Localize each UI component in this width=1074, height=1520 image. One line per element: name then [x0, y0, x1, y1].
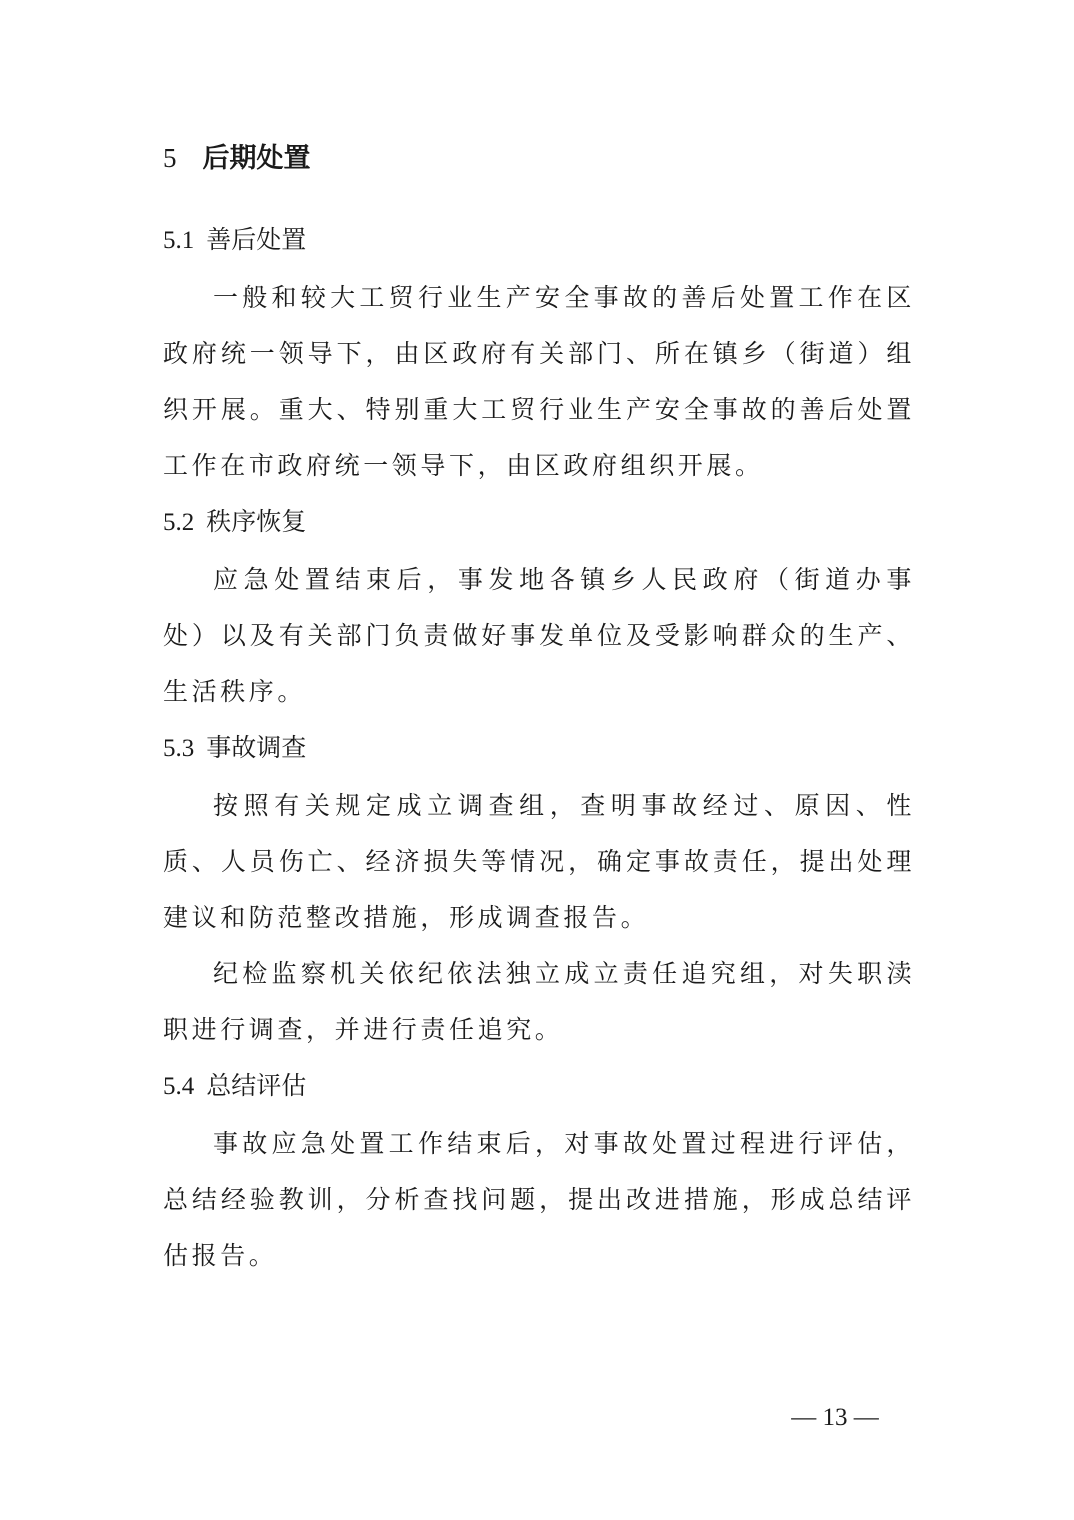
- paragraph-evaluation: 事故应急处置工作结束后，对事故处置过程进行评估，总结经验教训，分析查找问题，提出改进措施，形成总结评估报告。: [163, 1129, 915, 1270]
- subsection-number: 5.3: [163, 735, 195, 762]
- subsection-number: 5.1: [163, 227, 195, 254]
- subsection-title: 总结评估: [206, 1071, 307, 1100]
- section-heading: [163, 136, 311, 181]
- paragraph-aftermath: 一般和较大工贸行业生产安全事故的善后处置工作在区政府统一领导下，由区政府有关部门、所在镇乡（街道）组织开展。重大、特别重大工贸行业生产安全事故的善后处置工作在市政府统一领导下，由区政府组织开展。: [163, 283, 915, 480]
- subsection-title: 事故调查: [206, 733, 307, 762]
- subsection-number: 5.4: [163, 1073, 195, 1100]
- subsection-number: 5.2: [163, 509, 195, 536]
- paragraph-order-restoration: 应急处置结束后，事发地各镇乡人民政府（街道办事处）以及有关部门负责做好事发单位及受影响群众的生产、生活秩序。: [163, 565, 915, 706]
- paragraph-investigation: 按照有关规定成立调查组，查明事故经过、原因、性质、人员伤亡、经济损失等情况，确定事故责任，提出处理建议和防范整改措施，形成调查报告。: [163, 791, 915, 932]
- page-number: — 13 —: [791, 1404, 879, 1431]
- subsection-heading-5-4: [163, 1066, 306, 1107]
- paragraph-accountability: 纪检监察机关依纪依法独立成立责任追究组，对失职渎职进行调查，并进行责任追究。: [163, 959, 915, 1044]
- subsection-title: 秩序恢复: [206, 507, 307, 536]
- subsection-heading-5-3: [163, 728, 306, 769]
- subsection-heading-5-2: [163, 502, 306, 543]
- section-number: 5: [163, 143, 177, 173]
- section-title-text: 后期处置: [202, 143, 311, 174]
- subsection-title: 善后处置: [206, 225, 307, 254]
- subsection-heading-5-1: [163, 220, 306, 261]
